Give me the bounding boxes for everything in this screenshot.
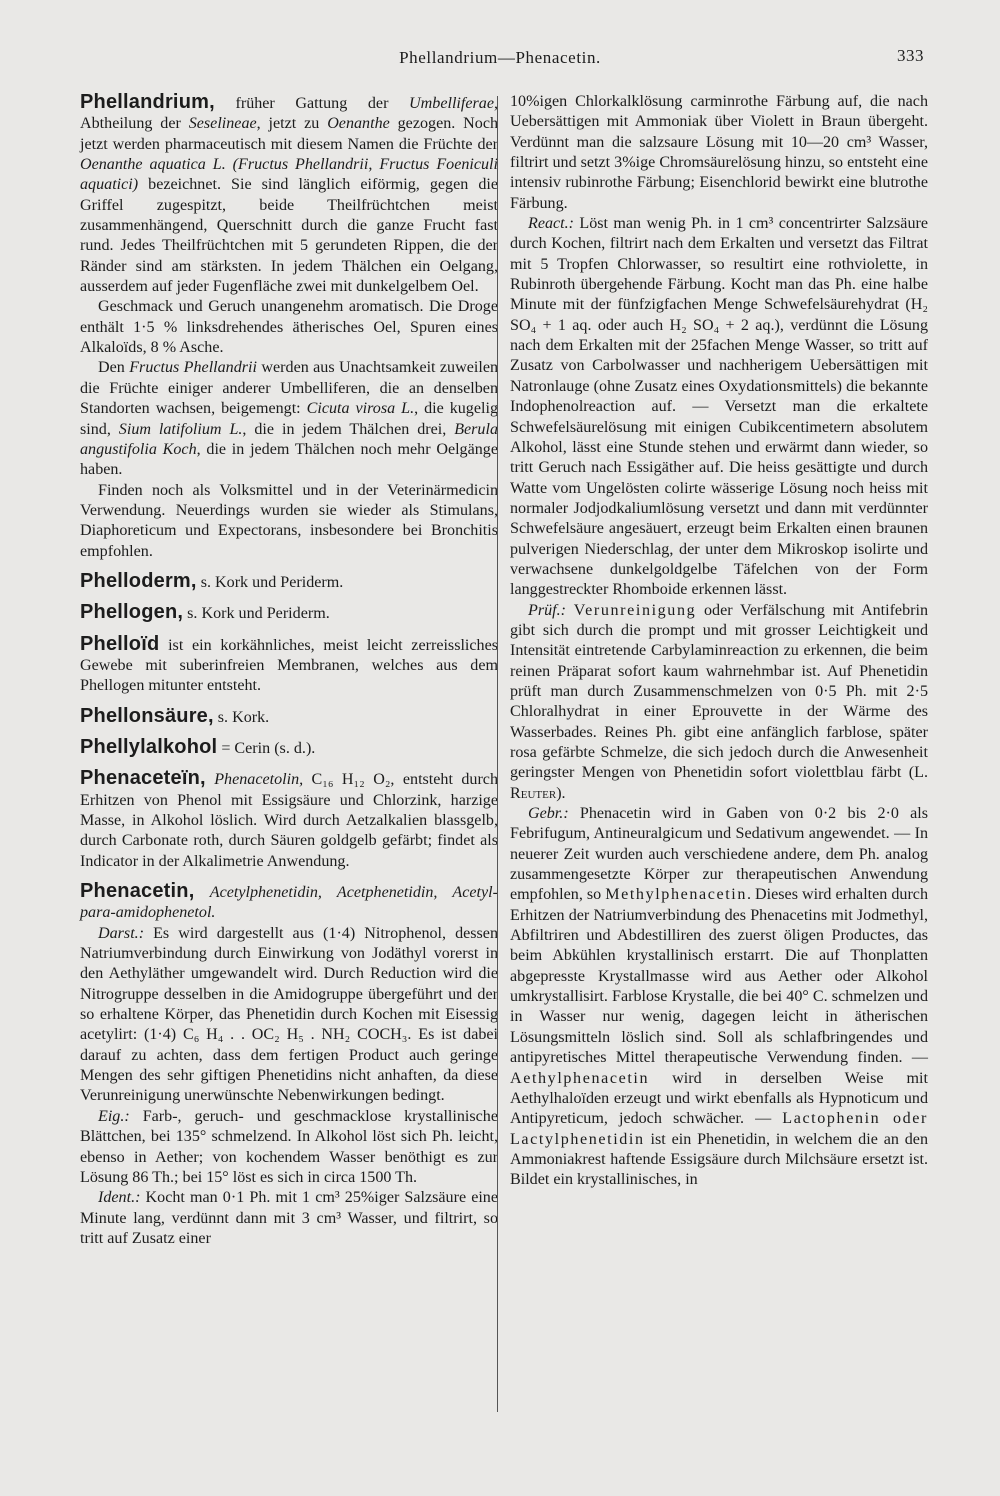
paragraph: Den Fructus Phellandrii werden aus Unachtsamkeit zuweilen die Früchte einiger anderer Umbelliferen, die an denselben Standorten wachsen, beigemengt: Cicuta virosa L., die kugelig sind, Sium latifolium L., die in jedem Thälchen drei, Berula angustifolia Koch, die in jedem Thälchen noch mehr Oelgänge haben. [80,359,499,479]
headword: Phenaceteïn, [80,767,206,790]
column-divider [497,96,498,1412]
headword: Phellandrium, [80,91,215,113]
left-column [80,92,498,1249]
entry-phelloderm: Phelloderm, s. Kork und Periderm. [80,569,344,592]
right-column [510,92,928,1191]
running-head: Phellandrium—Phenacetin. [399,48,601,67]
paragraph-ident: Ident.: Kocht man 0·1 Ph. mit 1 cm³ 25%iger Salzsäure eine Minute lang, verdünnt dann mit 3 cm³ Wasser, und filtrirt, so tritt auf Zusatz einer [80,1189,498,1247]
entry-phellandrium: Phellandrium, früher Gattung der Umbelliferae, Abtheilung der Seselineae, jetzt zu Oenanthe gezogen. Noch jetzt werden pharmaceutisch mit diesem Namen die Früchte der Oenanthe aquatica L. (Fructus Phellandrii, Fructus Foeniculi aquatici) bezeichnet. Sie sind länglich eiförmig, gegen die Griffel zugespitzt, beide Theilfrüchtchen meist zusammenhängend, Querschnitt durch die ganze Frucht fast rund. Jedes Theilfrüchtchen mit 5 gerundeten Rippen, die der Ränder sind am stärksten. In jedem Thälchen ein Oelgang, ausserdem auf jeder Fugenfläche zwei mit dunkelgelbem Oel. [80,91,499,296]
paragraph: Finden noch als Volksmittel und in der Veterinärmedicin Verwendung. Neuerdings wurden sie wieder als Stimulans, Diaphoreticum und Expectorans, insbesondere bei Bronchitis empfohlen. [80,481,498,560]
headword: Phellonsäure, [80,704,214,727]
headword: Phelloderm, [80,569,197,592]
paragraph-react: React.: Löst man wenig Ph. in 1 cm³ concentrirter Salzsäure durch Kochen, filtrirt nach dem Erkalten und versetzt das Filtrat mit 5 Tropfen Chlorwasser, so resultirt eine rothviolette, in Rubinroth übergehende Färbung. Kocht man das Ph. eine halbe Minute mit der fünfzigfachen Menge Schwefelsäurehydrat (H₂ SO₄ + 1 aq. oder auch H₂ SO₄ + 2 aq.), verdünnt die Lösung nach dem Erkalten mit der 25fachen Menge Wasser, so tritt auf Zusatz von Carbolwasser und nachherigem Uebersättigen mit Natronlauge (ohne Zusatz eines Oxydationsmittels) die bekannte Indophenolreaction auf. — Versetzt man die erkaltete Schwefelsäurelösung mit einigen Cubikcentimetern absolutem Alkohol, lässt eine Stunde stehen und erwärmt dann wieder, so tritt Geruch nach Essigäther auf. Die heiss gesättigte und durch Watte vom Ungelösten colirte wässerige Lösung noch heiss mit normaler Jodjodkaliumlösung versetzt und dann mit verdünnter Schwefelsäure angesäuert, erzeugt beim Erkalten einen braunen pulverigen Niederschlag, der unter dem Mikroskop isolirte und verwachsene dunkelgoldgelbe Täfelchen von der Form langgestreckter Rhomboide erkennen lässt. [510,215,928,599]
headword: Phellogen, [80,601,184,624]
paragraph-eig: Eig.: Farb-, geruch- und geschmacklose krystallinische Blättchen, bei 135° schmelzend. In Alkohol löst sich Ph. leicht, ebenso in Aether; von kochendem Wasser benöthigt es zur Lösung 86 Th.; bei 15° löst es sich in circa 1500 Th. [80,1107,498,1186]
paragraph-darst: Darst.: Es wird dargestellt aus (1·4) Nitrophenol, dessen Natriumverbindung durch Einwirkung von Jodäthyl vorerst in den Aethyläther umgewandelt wird. Durch Reduction wird die Nitrogruppe desselben in die Amidogruppe übergeführt und der so erhaltene Körper, das Phenetidin durch Kochen mit Eisessig acetylirt: (1·4) C₆ H₄ . . OC₂ H₅ . NH₂ COCH₃. Es ist dabei darauf zu achten, dass dem fertigen Product auch geringe Mengen des sehr giftigen Phenetidins nicht anhaften, da diese Verunreinigung unerwünschte Nebenwirkungen bedingt. [80,924,498,1105]
entry-phellonsaeure: Phellonsäure, s. Kork. [80,704,270,727]
paragraph-pruef: Prüf.: Verunreinigung oder Verfälschung mit Antifebrin gibt sich durch die prompt und mit grosser Leichtigkeit und Intensität eintretende Carbylaminreaction zu erkennen, die beim reinen Präparat sofort kaum wahrnehmbar ist. Auf Phenetidin prüft man durch Zusammenschmelzen von 0·5 Ph. mit 2·5 Chloralhydrat in einer Eprouvette in der Wärme des Wasserbades. Reines Ph. gibt eine anfänglich farblose, später rosa gefärbte Schmelze, die sich jedoch durch die Anwesenheit geringster Mengen von Phenetidin sofort violettblau färbt (L. Reuter). [510,601,928,802]
entry-phellylalkohol: Phellylalkohol = Cerin (s. d.). [80,735,316,758]
entry-phellogen: Phellogen, s. Kork und Periderm. [80,601,330,624]
paragraph-gebr: Gebr.: Phenacetin wird in Gaben von 0·2 bis 2·0 als Febrifugum, Antineuralgicum und Sedativum angewendet. — In neuerer Zeit wurden auch verschiedene andere, dem Ph. analog zusammengesetzte Körper zur therapeutischen Anwendung empfohlen, so Methylphenacetin. Dieses wird erhalten durch Erhitzen der Natriumverbindung des Phenacetins mit Jodmethyl, Abfiltriren und Abdestilliren des zuerst öligen Productes, das beim Abkühlen krystallinisch erstarrt. Die auf Thonplatten abgepresste Krystallmasse wird aus Aether oder Alkohol umkrystallisirt. Farblose Krystalle, die bei 40° C. schmelzen und in Wasser nur wenig, dagegen leicht in ätherischen Lösungsmitteln löslich sind. Soll als schlafbringendes und antipyretisches Mittel therapeutische Verwendung finden. — Aethylphenacetin wird in derselben Weise mit Aethylhaloïden erzeugt und wirkt ebenfalls als Hypnoticum und Antipyreticum, jedoch schwächer. — Lactophenin oder Lactylphenetidin ist ein Phenetidin, in welchem die an den Ammoniakrest haftende Essigsäure durch Milchsäure ersetzt ist. Bildet ein krystallinisches, in [510,805,928,1189]
headword: Phenacetin, [80,880,195,903]
entry-phelloid: Phelloïd ist ein korkähnliches, meist leicht zerreissliches Gewebe mit suberinfreien Membranen, welches aus dem Phellogen mitunter entsteht. [80,632,498,695]
entry-phenacetein: Phenaceteïn, Phenacetolin, C₁₆ H₁₂ O₂, entsteht durch Erhitzen von Phenol mit Essigsäure und Chlorzink, harzige Masse, in Alkohol löslich. Wird durch Aetzalkalien blassgelb, durch Carbonate roth, durch Säuren goldgelb gefärbt; findet als Indicator in der Alkalimetrie Anwendung. [80,767,498,870]
paragraph: Geschmack und Geruch unangenehm aromatisch. Die Droge enthält 1·5 % linksdrehendes ätherisches Oel, Spuren eines Alkaloïds, 8 % Asche. [80,298,498,357]
paragraph: 10%igen Chlorkalklösung carminrothe Färbung auf, die nach Uebersättigen mit Ammoniak über Violett in Braun übergeht. Verdünnt man die salzsaure Lösung mit 10—20 cm³ Wasser, filtrirt und setzt 3%ige Chromsäurelösung hinzu, so entsteht eine intensiv rubinrothe Färbung; Eisenchlorid bewirkt eine blutrothe Färbung. [510,93,928,212]
page-number: 333 [897,46,924,65]
entry-phenacetin: Phenacetin, Acetylphenetidin, Acetphenetidin, Acetyl-para-amidophenetol. [80,880,498,922]
headword: Phelloïd [80,632,160,655]
headword: Phellylalkohol [80,735,218,758]
